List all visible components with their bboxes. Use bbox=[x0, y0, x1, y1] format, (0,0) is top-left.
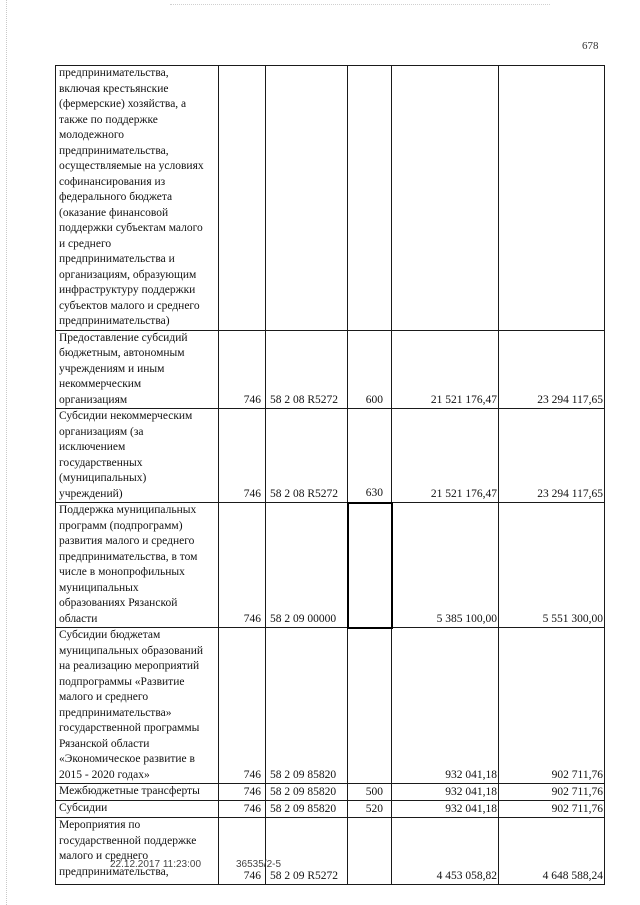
scan-edge-left bbox=[6, 0, 8, 905]
row-ved: 746 bbox=[219, 503, 266, 628]
row-sum-2020: 5 551 300,00 bbox=[499, 503, 605, 628]
row-sum-2019 bbox=[392, 66, 499, 331]
scan-edge-top bbox=[170, 4, 550, 6]
row-sum-2020: 902 711,76 bbox=[499, 628, 605, 784]
page-number: 678 bbox=[582, 40, 599, 52]
table-row bbox=[56, 66, 605, 331]
row-description: Поддержка муниципальных программ (подпрограмм) развития малого и среднего предпринимательства, в том числе в монопрофильных муниципальных образованиях Рязанской области bbox=[56, 503, 219, 628]
row-vr: 520 bbox=[348, 801, 392, 818]
table-row bbox=[56, 628, 605, 784]
row-description: Субсидии некоммерческим организациям (за исключением государственных (муниципальных) учреждений) bbox=[56, 409, 219, 503]
row-csr: 58 2 09 R5272 bbox=[266, 818, 348, 885]
row-sum-2020: 4 648 588,24 bbox=[499, 818, 605, 885]
footer-document-number: 36535/2-5 bbox=[236, 859, 282, 870]
row-vr bbox=[348, 66, 392, 331]
row-sum-2019: 5 385 100,00 bbox=[392, 503, 499, 628]
table-row bbox=[56, 784, 605, 801]
row-csr: 58 2 08 R5272 bbox=[266, 330, 348, 409]
row-ved: 746 bbox=[219, 628, 266, 784]
table-row bbox=[56, 801, 605, 818]
row-ved: 746 bbox=[219, 330, 266, 409]
row-sum-2020: 23 294 117,65 bbox=[499, 409, 605, 503]
row-description: Предоставление субсидий бюджетным, автономным учреждениям и иным некоммерческим организациям bbox=[56, 330, 219, 409]
row-description: предпринимательства, включая крестьянские (фермерские) хозяйства, а также по поддержке молодежного предпринимательства, осуществляемые на условиях софинансирования из федерального бюджета (оказание финансовой поддержки субъектам малого и среднего предпринимательства и организациям, образующим инфраструктуру поддержки субъектов малого и среднего предпринимательства) bbox=[56, 66, 219, 331]
row-sum-2020: 23 294 117,65 bbox=[499, 330, 605, 409]
row-csr: 58 2 08 R5272 bbox=[266, 409, 348, 503]
table-row bbox=[56, 409, 605, 503]
row-vr bbox=[348, 503, 392, 628]
row-sum-2019: 21 521 176,47 bbox=[392, 409, 499, 503]
row-ved: 746 bbox=[219, 801, 266, 818]
row-csr: 58 2 09 85820 bbox=[266, 801, 348, 818]
row-ved: 746 bbox=[219, 409, 266, 503]
row-csr: 58 2 09 00000 bbox=[266, 503, 348, 628]
row-description: Межбюджетные трансферты bbox=[56, 784, 219, 801]
row-ved: 746 bbox=[219, 784, 266, 801]
row-sum-2019: 21 521 176,47 bbox=[392, 330, 499, 409]
row-csr: 58 2 09 85820 bbox=[266, 628, 348, 784]
row-sum-2019: 932 041,18 bbox=[392, 801, 499, 818]
row-ved bbox=[219, 66, 266, 331]
row-vr bbox=[348, 628, 392, 784]
budget-table bbox=[55, 65, 605, 885]
table-row bbox=[56, 330, 605, 409]
row-description: Субсидии бюджетам муниципальных образований на реализацию мероприятий подпрограммы «Развитие малого и среднего предпринимательства» государственной программы Рязанской области «Экономическое развитие в 2015 - 2020 годах» bbox=[56, 628, 219, 784]
row-description: Мероприятия по государственной поддержке малого и среднего предпринимательства, bbox=[56, 818, 219, 885]
row-vr bbox=[348, 818, 392, 885]
row-csr: 58 2 09 85820 bbox=[266, 784, 348, 801]
row-sum-2019: 932 041,18 bbox=[392, 784, 499, 801]
row-sum-2020 bbox=[499, 66, 605, 331]
row-sum-2019: 932 041,18 bbox=[392, 628, 499, 784]
row-vr: 600 bbox=[348, 330, 392, 409]
row-sum-2020: 902 711,76 bbox=[499, 801, 605, 818]
table-row bbox=[56, 818, 605, 885]
row-vr: 630 bbox=[348, 409, 392, 503]
row-sum-2019: 4 453 058,82 bbox=[392, 818, 499, 885]
row-ved: 746 bbox=[219, 818, 266, 885]
row-vr: 500 bbox=[348, 784, 392, 801]
row-description: Субсидии bbox=[56, 801, 219, 818]
row-sum-2020: 902 711,76 bbox=[499, 784, 605, 801]
row-csr bbox=[266, 66, 348, 331]
table-row bbox=[56, 503, 605, 628]
footer-timestamp: 22.12.2017 11:23:00 bbox=[110, 859, 202, 870]
